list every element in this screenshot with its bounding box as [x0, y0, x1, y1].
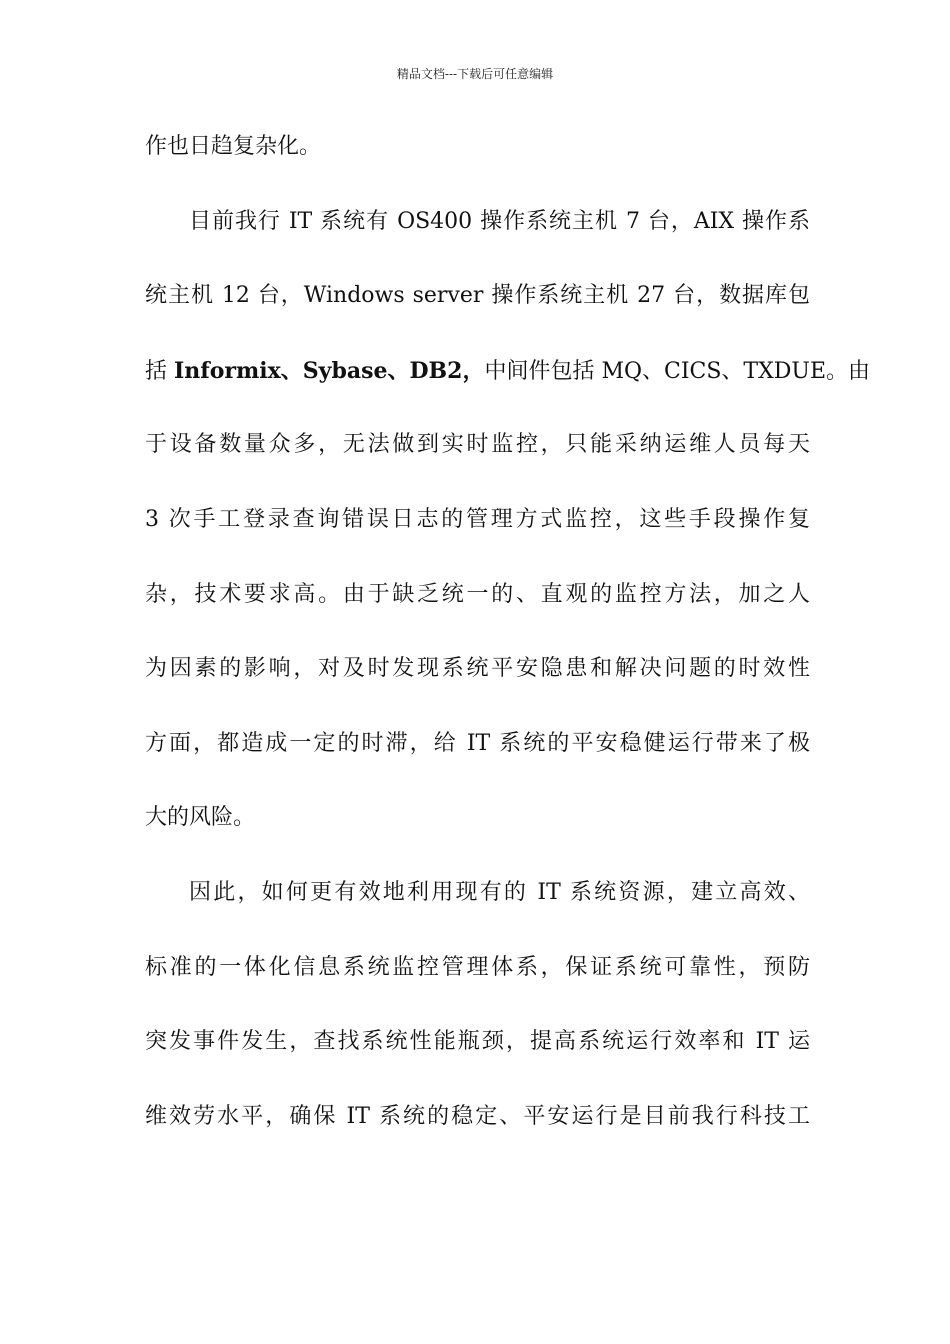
- paragraph-2-line-8: 方面，都造成一定的时滞，给 IT 系统的平安稳健运行带来了极: [145, 730, 810, 756]
- paragraph-3-line-2: 标准的一体化信息系统监控管理体系，保证系统可靠性，预防: [145, 954, 810, 980]
- paragraph-2-line-1: 目前我行 IT 系统有 OS400 操作系统主机 7 台，AIX 操作系: [189, 208, 810, 234]
- paragraph-3-line-3: 突发事件发生，查找系统性能瓶颈，提高系统运行效率和 IT 运: [145, 1029, 810, 1055]
- paragraph-1-line-1: 作也日趋复杂化。: [145, 134, 322, 159]
- database-list-bold: Informix、Sybase、DB2，: [174, 357, 485, 384]
- line-suffix: 中间件包括 MQ、CICS、TXDUE。由: [484, 358, 871, 384]
- paragraph-2-line-5: 3 次手工登录查询错误日志的管理方式监控，这些手段操作复: [145, 506, 810, 532]
- paragraph-3-line-4: 维效劳水平，确保 IT 系统的稳定、平安运行是目前我行科技工: [145, 1103, 810, 1129]
- paragraph-2-line-2: 统主机 12 台，Windows server 操作系统主机 27 台，数据库包: [145, 283, 810, 309]
- page-header: 精品文档---下载后可任意编辑: [396, 67, 554, 81]
- paragraph-3-line-1: 因此，如何更有效地利用现有的 IT 系统资源，建立高效、: [189, 879, 810, 905]
- paragraph-2-line-7: 为因素的影响，对及时发现系统平安隐患和解决问题的时效性: [145, 656, 810, 682]
- paragraph-2-line-4: 于设备数量众多，无法做到实时监控，只能采纳运维人员每天: [145, 432, 810, 458]
- paragraph-2-line-3: [145, 351, 871, 426]
- document-body: [145, 127, 871, 1171]
- paragraph-2-line-6: 杂，技术要求高。由于缺乏统一的、直观的监控方法，加之人: [145, 581, 810, 607]
- line-prefix: 括: [145, 358, 174, 384]
- paragraph-2-line-9: 大的风险。: [145, 805, 256, 831]
